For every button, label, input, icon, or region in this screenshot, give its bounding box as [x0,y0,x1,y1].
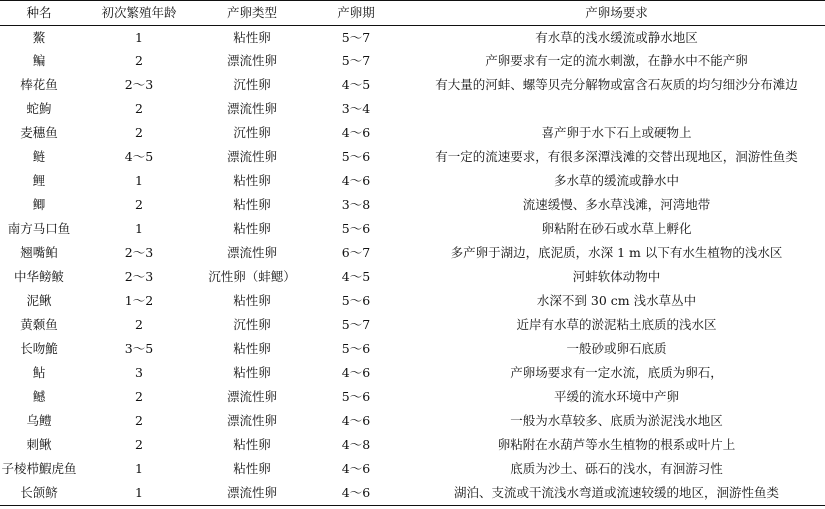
first-breeding-age-cell: 1 [135,173,143,189]
egg-type-cell: 粘性卵 [233,197,271,213]
spawning-period-cell: 4～6 [341,125,371,141]
egg-type-cell: 沉性卵 [233,317,271,333]
first-breeding-age-cell: 1～2 [124,293,154,309]
species-cell: 长吻鮠 [20,341,58,357]
species-cell: 鲤 [32,173,46,189]
species-cell: 子棱栉鰕虎鱼 [1,461,77,477]
first-breeding-age-cell: 1 [135,485,143,500]
egg-type-cell: 粘性卵 [233,461,271,477]
first-breeding-age-cell: 1 [135,29,143,45]
table-row [0,386,825,410]
table-row [0,74,825,98]
table-row [0,26,825,50]
table-header [0,1,825,26]
table-row [0,482,825,506]
egg-type-cell: 粘性卵 [233,365,271,381]
spawning-period-cell: 4～6 [341,413,371,429]
first-breeding-age-cell: 4～5 [124,149,154,165]
spawning-requirement-cell: 一般为水草较多、底质为淤泥浅水地区 [510,413,723,429]
spawning-period-cell: 4～6 [341,173,371,189]
species-cell: 黄颡鱼 [20,317,58,333]
table-row [0,266,825,290]
egg-type-cell: 粘性卵 [233,29,271,45]
table-row [0,218,825,242]
species-cell: 蛇鮈 [26,101,52,117]
spawning-period-cell: 3～4 [341,101,371,117]
spawning-requirement-cell: 产卵场要求有一定水流，底质为卵石， [510,365,723,381]
first-breeding-age-cell: 2～3 [124,245,154,261]
species-cell: 乌鳢 [26,413,52,429]
spawning-requirement-cell: 产卵要求有一定的流水刺激，在静水中不能产卵 [485,53,748,69]
egg-type-cell: 粘性卵 [233,341,271,357]
table-row [0,242,825,266]
spawning-requirement-cell: 多产卵于湖边，底泥质，水深 1 m 以下有水生植物的浅水区 [450,245,783,261]
egg-type-cell: 沉性卵（蚌鳃） [208,269,296,285]
spawning-requirement-cell: 有水草的浅水缓流或静水地区 [535,29,698,45]
header-row [0,1,825,26]
egg-type-cell: 漂流性卵 [226,413,277,429]
species-cell: 鳡 [32,389,46,405]
header-spawning-ground-requirement: 产卵场要求 [585,4,648,20]
spawning-period-cell: 4～5 [341,77,371,93]
spawning-requirement-cell: 河蚌软体动物中 [572,269,661,285]
spawning-period-cell: 4～5 [341,269,371,285]
first-breeding-age-cell: 1 [135,221,143,237]
spawning-period-cell: 5～7 [341,29,371,45]
spawning-requirement-cell: 有大量的河蚌、螺等贝壳分解物或富含石灰质的均匀细沙分布滩边 [435,77,798,93]
spawning-requirement-cell: 卵粘附在水葫芦等水生植物的根系或叶片上 [497,437,736,453]
spawning-period-cell: 5～6 [341,293,371,309]
first-breeding-age-cell: 3～5 [124,341,154,357]
egg-type-cell: 漂流性卵 [226,245,277,261]
species-cell: 翘嘴鲌 [20,245,58,261]
species-cell: 中华鳑鲏 [13,269,64,285]
first-breeding-age-cell: 2 [135,101,143,117]
first-breeding-age-cell: 2 [135,53,143,69]
egg-type-cell: 沉性卵 [233,77,271,93]
table-row [0,458,825,482]
table-row [0,98,825,122]
spawning-requirement-cell: 近岸有水草的淤泥粘土底质的浅水区 [516,317,717,333]
table-row [0,338,825,362]
egg-type-cell: 粘性卵 [233,437,271,453]
spawning-requirement-cell: 底质为沙土、砾石的浅水，有洄游习性 [510,461,723,477]
table-row [0,50,825,74]
header-species: 种名 [26,4,52,20]
first-breeding-age-cell: 2 [135,125,143,141]
species-cell: 刺鳅 [26,437,52,453]
spawning-period-cell: 5～7 [341,317,371,333]
spawning-period-cell: 5～6 [341,341,371,357]
spawning-period-cell: 6～7 [341,245,371,261]
spawning-requirement-cell: 有一定的流速要求，有很多深潭浅滩的交替出现地区，洄游性鱼类 [435,149,798,165]
table-row [0,122,825,146]
spawning-period-cell: 4～6 [341,461,371,477]
species-cell: 鳊 [32,53,46,69]
spawning-period-cell: 5～6 [341,389,371,405]
spawning-requirement-cell: 喜产卵于水下石上或硬物上 [541,125,692,141]
header-first-breeding-age: 初次繁殖年龄 [101,4,177,20]
first-breeding-age-cell: 3 [135,365,143,381]
header-spawning-period: 产卵期 [337,4,375,20]
egg-type-cell: 粘性卵 [233,221,271,237]
spawning-period-cell: 5～7 [341,53,371,69]
spawning-requirement-cell: 流速缓慢、多水草浅滩，河湾地带 [522,197,711,213]
first-breeding-age-cell: 2～3 [124,269,154,285]
first-breeding-age-cell: 1 [135,461,143,477]
spawning-period-cell: 4～6 [341,485,371,500]
spawning-period-cell: 3～8 [341,197,371,213]
spawning-period-cell: 5～6 [341,149,371,165]
first-breeding-age-cell: 2 [135,437,143,453]
spawning-requirement-cell: 卵粘附在砂石或水草上孵化 [541,221,692,237]
egg-type-cell: 漂流性卵 [226,101,277,117]
first-breeding-age-cell: 2 [135,317,143,333]
table-row [0,290,825,314]
first-breeding-age-cell: 2～3 [124,77,154,93]
species-cell: 南方马口鱼 [7,221,71,237]
table-row [0,410,825,434]
table-row [0,314,825,338]
spawning-requirement-cell: 平缓的流水环境中产卵 [553,389,679,405]
spawning-requirement-cell: 水深不到 30 cm 浅水草丛中 [536,293,697,309]
table-row [0,194,825,218]
spawning-requirement-cell: 一般砂或卵石底质 [566,341,667,357]
species-cell: 棒花鱼 [20,77,58,93]
table-row [0,170,825,194]
first-breeding-age-cell: 2 [135,197,143,213]
egg-type-cell: 漂流性卵 [226,389,277,405]
egg-type-cell: 漂流性卵 [226,149,277,165]
header-egg-type: 产卵类型 [226,4,277,20]
species-cell: 鲢 [32,149,46,165]
first-breeding-age-cell: 2 [135,389,143,405]
egg-type-cell: 漂流性卵 [226,485,277,500]
spawning-requirement-cell: 多水草的缓流或静水中 [553,173,679,189]
spawning-requirement-cell [408,98,825,122]
table-row [0,362,825,386]
first-breeding-age-cell: 2 [135,413,143,429]
table-row [0,434,825,458]
egg-type-cell: 沉性卵 [233,125,271,141]
egg-type-cell: 粘性卵 [233,173,271,189]
species-cell: 泥鳅 [26,293,52,309]
species-cell: 麦穗鱼 [20,125,58,141]
egg-type-cell: 漂流性卵 [226,53,277,69]
spawning-period-cell: 5～6 [341,221,371,237]
table-body [0,26,825,506]
species-cell: 鲇 [32,365,46,381]
species-cell: 鲫 [32,197,46,213]
table-row [0,146,825,170]
spawning-period-cell: 4～8 [341,437,371,453]
species-cell: 鰲 [32,29,46,45]
spawning-period-cell: 4～6 [341,365,371,381]
egg-type-cell: 粘性卵 [233,293,271,309]
species-cell: 长颌鲚 [20,485,58,500]
spawning-requirement-cell: 湖泊、支流或干流浅水弯道或流速较缓的地区，洄游性鱼类 [453,485,779,500]
